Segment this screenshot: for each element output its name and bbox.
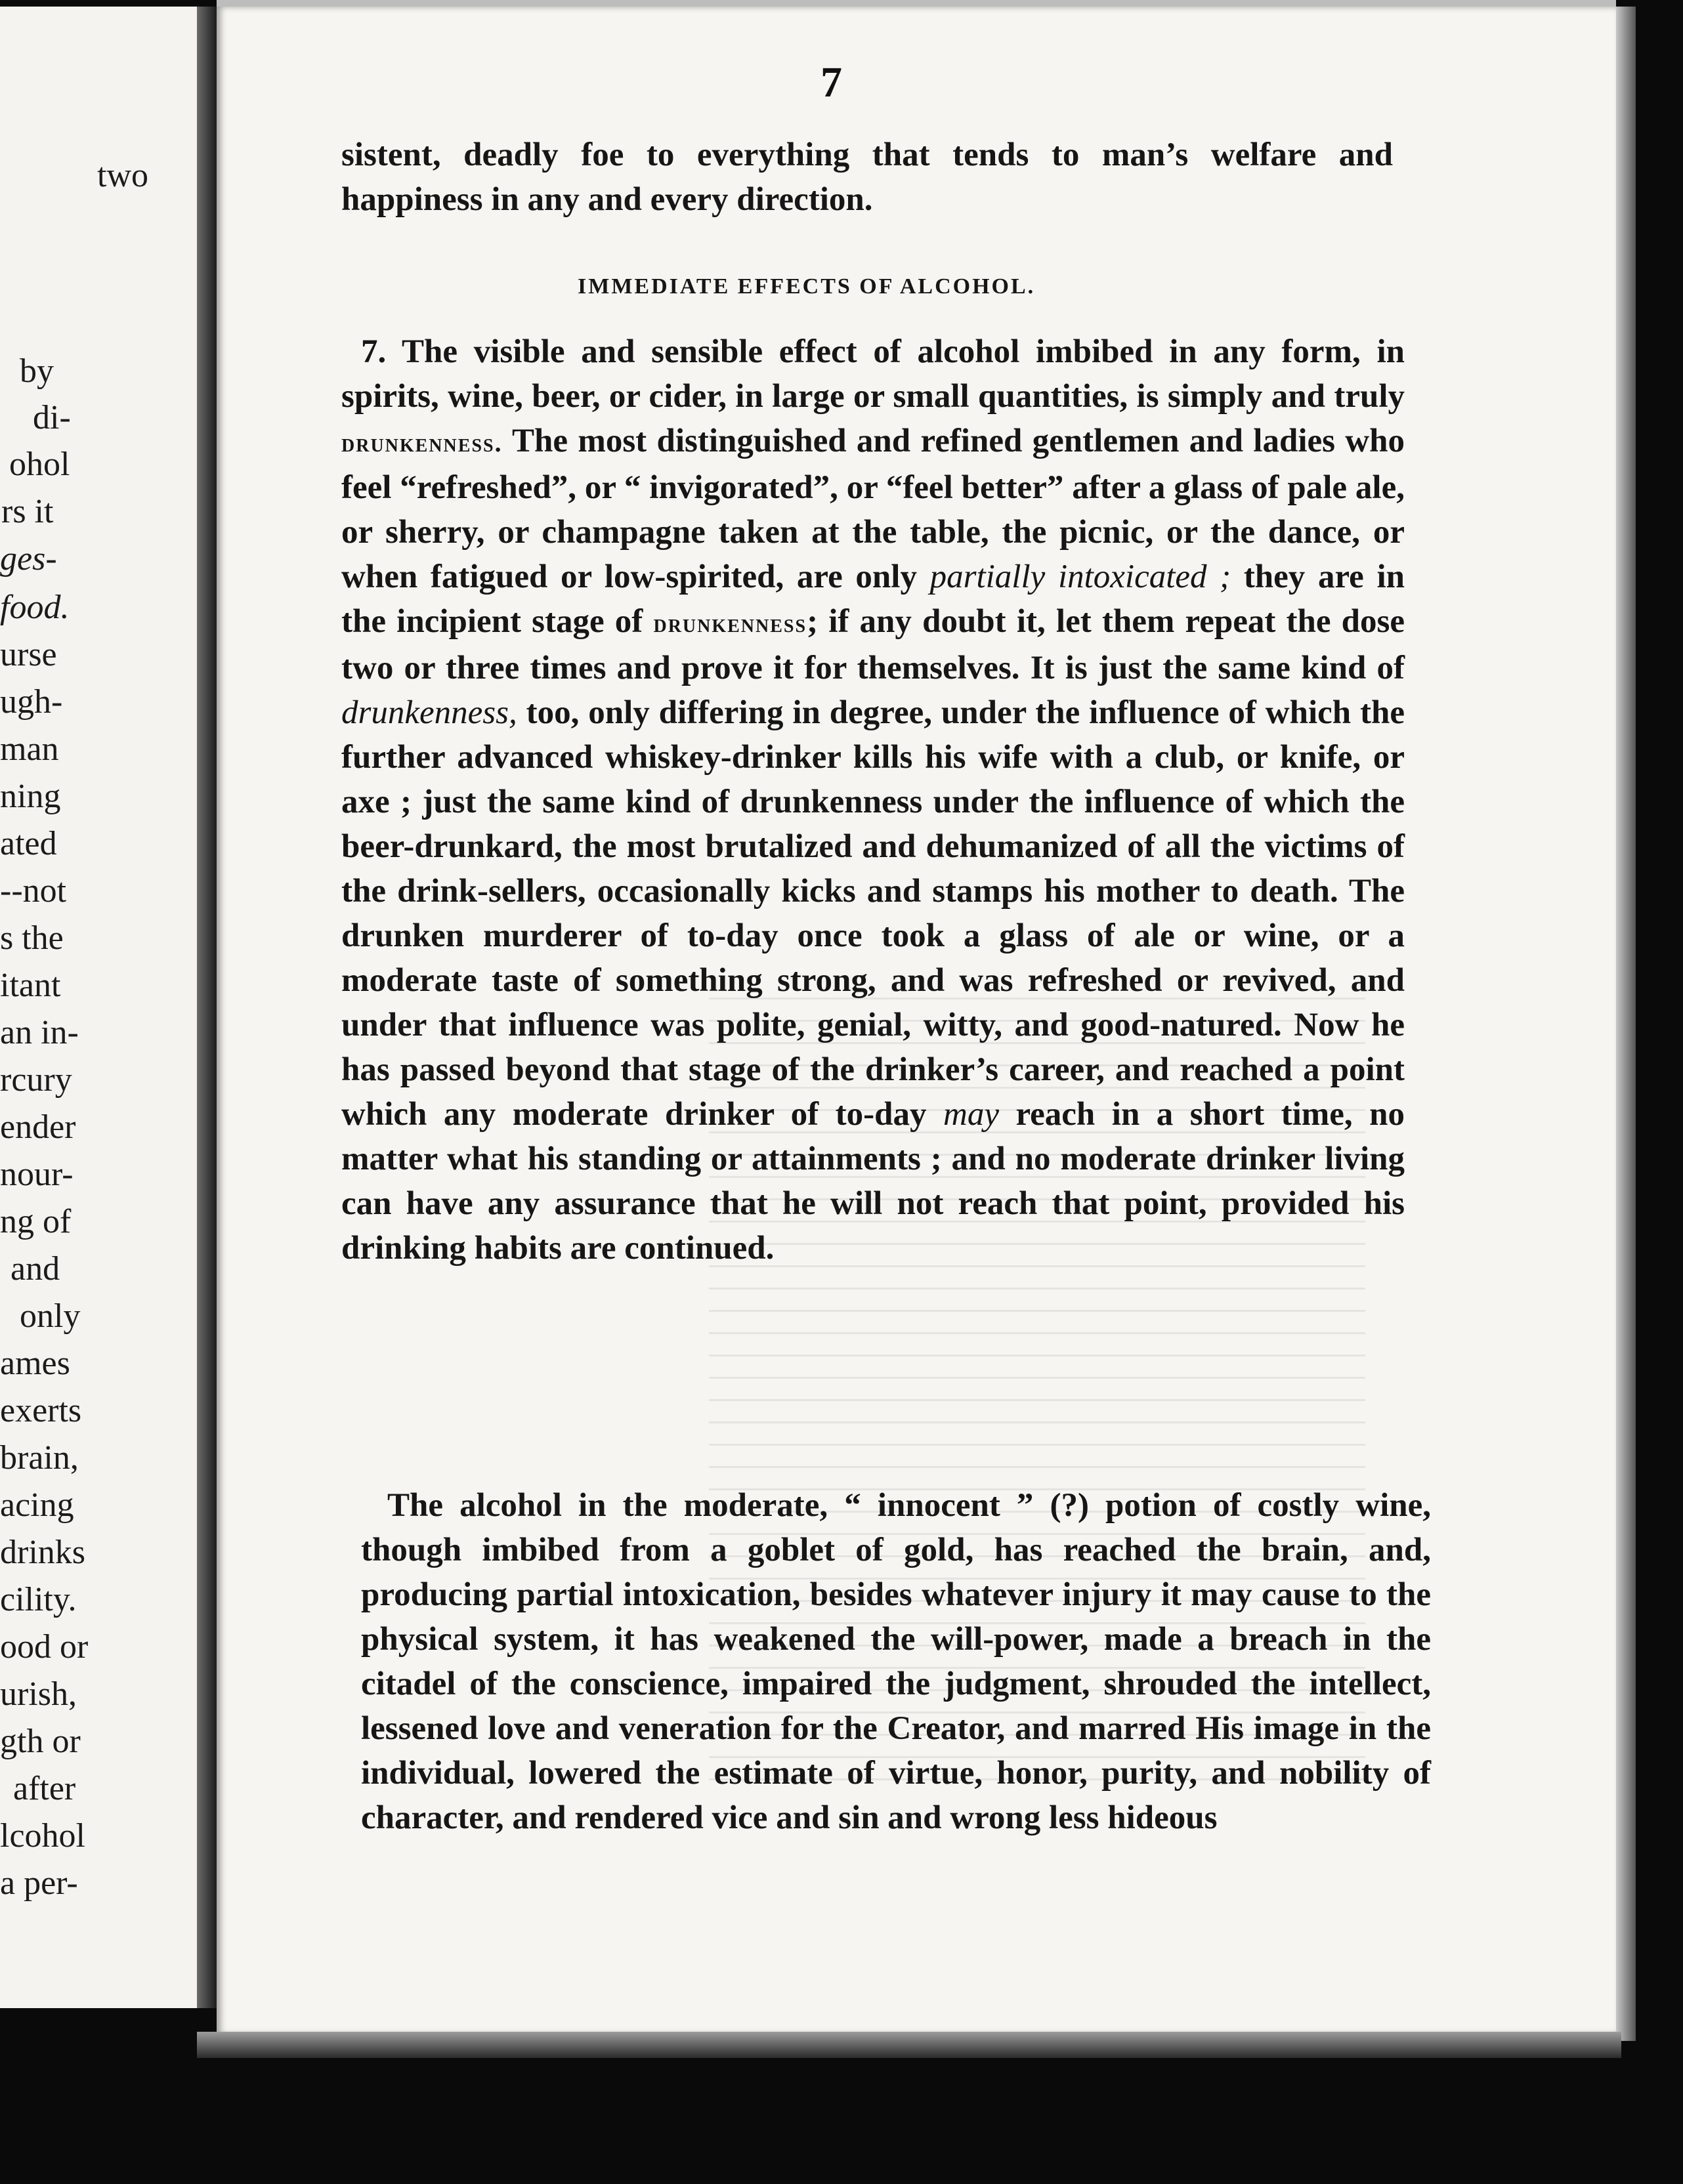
left-page-fragment: lcohol (0, 1817, 85, 1855)
page-bottom-edge (197, 2032, 1621, 2058)
left-page-fragment: s the (0, 919, 64, 957)
left-page-fragment: ng of (0, 1203, 72, 1240)
left-page-fragment: only (20, 1297, 81, 1335)
italic-phrase: partially intoxicated ; (929, 558, 1231, 595)
left-page-fragment: brain, (0, 1439, 79, 1477)
left-page-fragment: urish, (0, 1675, 77, 1713)
left-page-fragment: --not (0, 872, 67, 910)
left-page-fragment: ges- (0, 540, 57, 578)
left-page-fragment: man (0, 730, 59, 768)
left-page-fragment: food. (0, 589, 70, 626)
left-page-fragment: gth or (0, 1723, 81, 1760)
left-page-fragment: ames (0, 1345, 70, 1382)
paragraph-7 (341, 329, 1405, 1270)
left-page-fragment: ated (0, 825, 57, 862)
paragraph-7-text: reach in a short time, no matter what his standing or attainments ; and no moderate drinker living can have any assurance that he will not reach that point, provided his drinking habits are continued. (341, 1096, 1405, 1267)
left-page-fragment: after (13, 1770, 76, 1807)
left-facing-page (0, 7, 197, 2008)
left-page-fragment: drinks (0, 1534, 85, 1571)
small-caps-drunkenness: drunkenness. (341, 428, 503, 457)
left-page-fragment: cility. (0, 1581, 77, 1618)
left-page-fragment: ning (0, 778, 61, 815)
left-page-fragment: ohol (9, 446, 70, 483)
paragraph-7-text: 7. The visible and sensible effect of alcohol imbibed in any form, in spirits, wine, beer, or cider, in large or small quantities, is simply and truly (341, 333, 1405, 415)
page-right-edge (1616, 7, 1636, 2041)
left-page-fragment: urse (0, 636, 57, 673)
paragraph-7-text: ; if any doubt it, let them repeat the dose two or three times and prove it for themselves. It is just the same kind of (341, 603, 1405, 686)
left-page-fragment: an in- (0, 1014, 79, 1051)
left-page-fragment: ood or (0, 1628, 89, 1666)
left-page-fragment: and (11, 1250, 60, 1288)
left-page-fragment: ugh- (0, 683, 63, 721)
left-page-fragment: nour- (0, 1156, 74, 1193)
paragraph-7-text: they are in the incipient stage of (341, 558, 1405, 640)
paragraph-continuation: sistent, deadly foe to everything that tends to man’s welfare and happiness in any and every direction. (341, 136, 1393, 218)
italic-phrase: drunkenness, (341, 694, 517, 731)
left-page-fragment: di- (33, 399, 71, 436)
italic-phrase: may (943, 1096, 999, 1133)
left-page-fragment: ender (0, 1108, 76, 1146)
paragraph-7-text: too, only differing in degree, under the influence of which the further advanced whiskey-drinker kills his wife with a club, or knife, or axe ; just the same kind of drunkenness under the influence of which the beer-drunkard, the most brutalized and dehumanized of all the victims of the drink-sellers, occasionally kicks and stamps his mother to death. The drunken murderer of to-day once took a glass of ale or wine, or a moderate taste of something strong, and was refreshed or revived, and under that influence was polite, genial, witty, and good-natured. Now he has passed beyond that stage of the drinker’s career, and reached a point which any moderate drinker of to-day (341, 694, 1405, 1133)
left-page-fragment: exerts (0, 1392, 82, 1429)
left-page-fragment: two (97, 157, 148, 194)
left-page-fragment: itant (0, 967, 61, 1004)
left-page-fragment: by (20, 352, 54, 390)
paragraph-7-text: The most distinguished and refined gentlemen and ladies who feel “refreshed”, or “ invigorated”, or “feel better” after a glass of pale ale, or sherry, or champagne taken at the table, the picnic, or the dance, or when fatigued or low-spirited, are only (341, 423, 1405, 595)
section-heading: IMMEDIATE EFFECTS OF ALCOHOL. (578, 274, 1036, 299)
paragraph-alcohol-moderate: The alcohol in the moderate, “ innocent ” (?) potion of costly wine, though imbibed from a goblet of gold, has reached the brain, and, producing partial intoxication, besides whatever injury it may cause to the physical system, it has weakened the will-power, made a breach in the citadel of the conscience, impaired the judgment, shrouded the intellect, lessened love and veneration for the Creator, and marred His image in the individual, lowered the estimate of virtue, honor, purity, and nobility of character, and rendered vice and sin and wrong less hideous (361, 1487, 1431, 1836)
page-number: 7 (820, 58, 842, 106)
page-gutter-shadow (197, 7, 217, 2008)
left-page-fragment: acing (0, 1486, 74, 1524)
left-page-fragment: rcury (0, 1061, 72, 1099)
left-page-fragment: a per- (0, 1864, 78, 1902)
left-page-fragment: rs it (1, 493, 54, 530)
small-caps-drunkenness: drunkenness (653, 608, 807, 638)
